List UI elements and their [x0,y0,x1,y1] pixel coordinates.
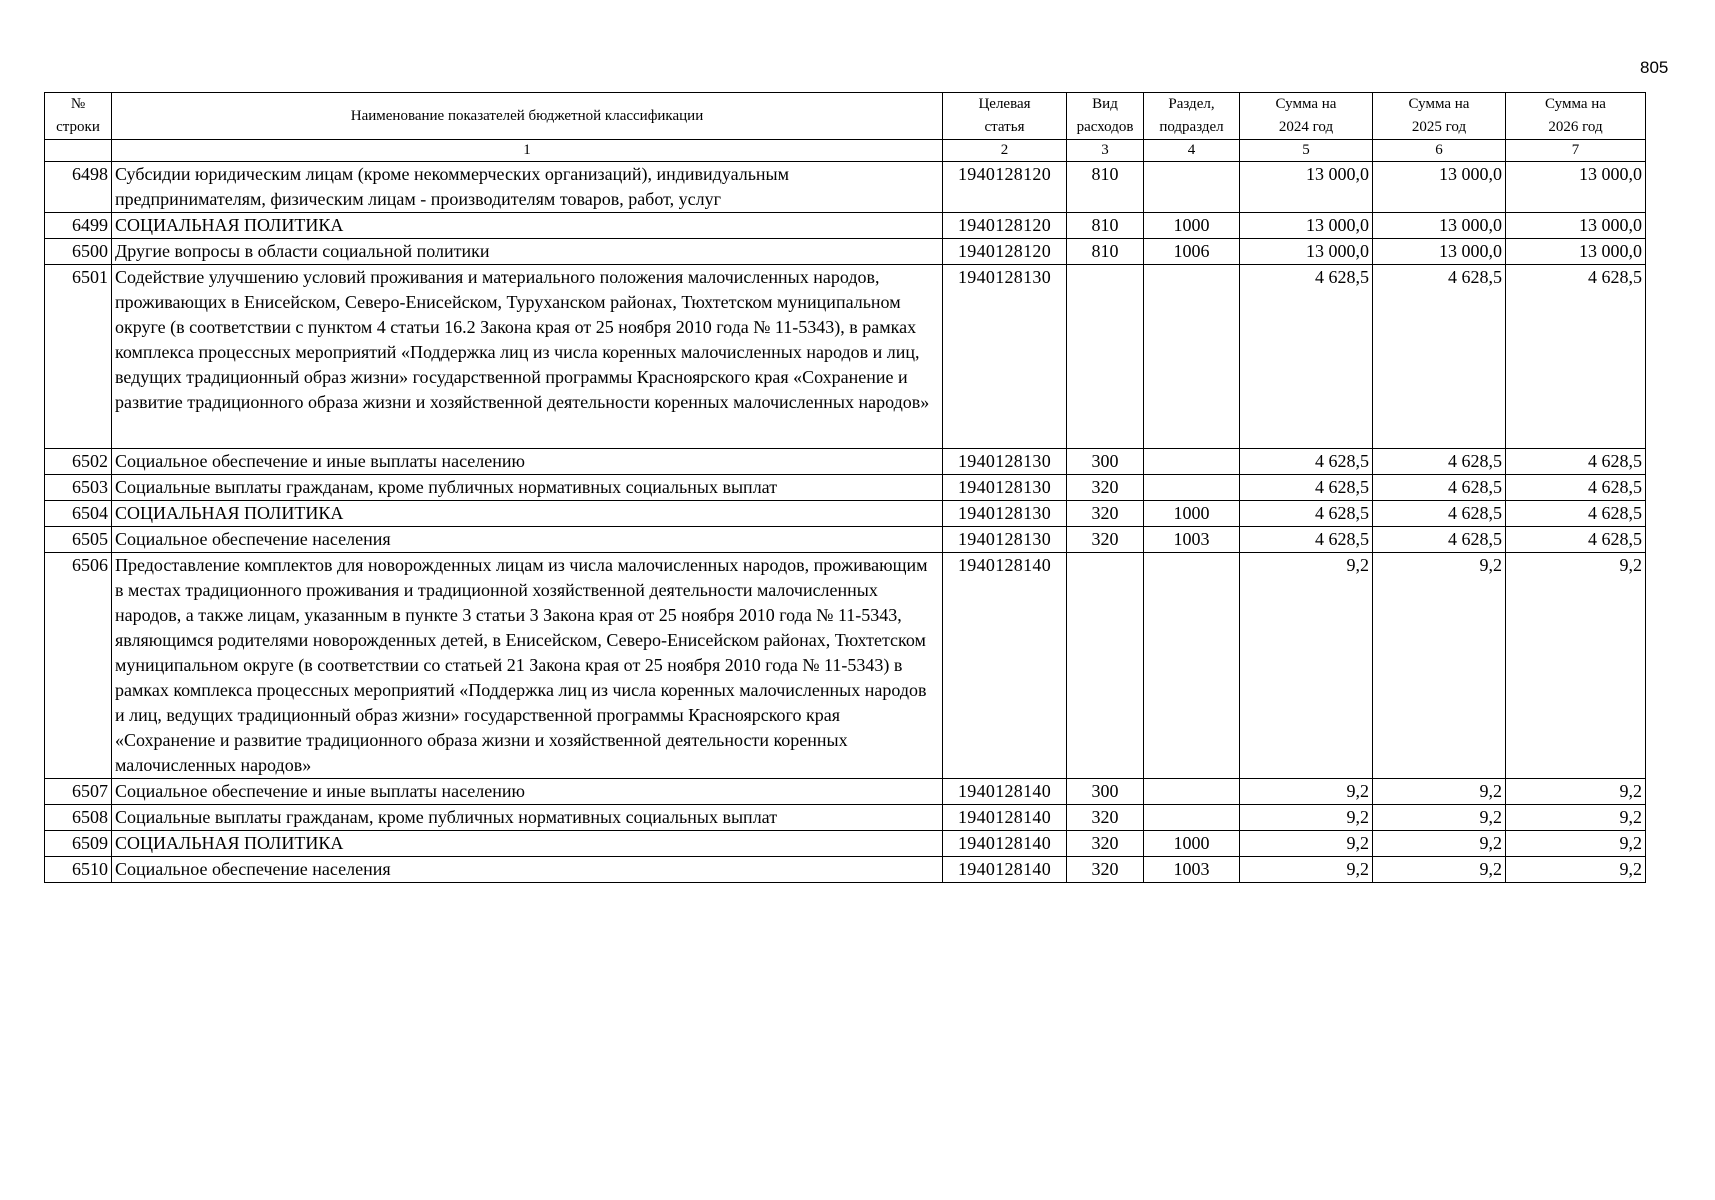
header-sum-2026: Сумма на 2026 год [1506,93,1646,140]
row-section [1144,162,1240,213]
column-number: 2 [943,140,1067,162]
header-name: Наименование показателей бюджетной классификации [112,93,943,140]
row-target-code: 1940128130 [943,501,1067,527]
row-sum-2024: 9,2 [1240,857,1373,883]
row-expense-type: 320 [1067,527,1144,553]
row-name: СОЦИАЛЬНАЯ ПОЛИТИКА [112,501,943,527]
row-section [1144,553,1240,779]
table-row [45,265,1646,449]
row-expense-type [1067,265,1144,449]
row-expense-type: 320 [1067,501,1144,527]
header-row [45,93,1646,140]
row-name: СОЦИАЛЬНАЯ ПОЛИТИКА [112,831,943,857]
header-sum-2025: Сумма на 2025 год [1373,93,1506,140]
row-name: Социальное обеспечение населения [112,527,943,553]
table-row [45,239,1646,265]
column-number [45,140,112,162]
table-row [45,449,1646,475]
row-target-code: 1940128120 [943,213,1067,239]
column-number: 4 [1144,140,1240,162]
row-expense-type: 320 [1067,475,1144,501]
row-number: 6510 [45,857,112,883]
row-expense-type: 810 [1067,213,1144,239]
column-number: 7 [1506,140,1646,162]
header-sum-2024: Сумма на 2024 год [1240,93,1373,140]
row-name: Социальное обеспечение и иные выплаты населению [112,449,943,475]
row-number: 6502 [45,449,112,475]
row-number: 6503 [45,475,112,501]
row-sum-2026: 4 628,5 [1506,475,1646,501]
page-number: 805 [1640,58,1669,77]
row-sum-2025: 13 000,0 [1373,239,1506,265]
row-sum-2026: 13 000,0 [1506,239,1646,265]
row-target-code: 1940128140 [943,805,1067,831]
row-section: 1006 [1144,239,1240,265]
row-target-code: 1940128140 [943,553,1067,779]
row-section [1144,475,1240,501]
row-sum-2026: 4 628,5 [1506,527,1646,553]
row-name: Субсидии юридическим лицам (кроме некоммерческих организаций), индивидуальным предпринимателям, физическим лицам - производителям товаров, работ, услуг [112,162,943,213]
row-expense-type: 300 [1067,449,1144,475]
row-sum-2025: 9,2 [1373,779,1506,805]
header-row-number: № строки [45,93,112,140]
column-number: 5 [1240,140,1373,162]
row-sum-2026: 4 628,5 [1506,265,1646,449]
row-section [1144,449,1240,475]
table-row [45,831,1646,857]
row-expense-type: 320 [1067,805,1144,831]
row-number: 6506 [45,553,112,779]
row-sum-2026: 9,2 [1506,831,1646,857]
row-sum-2024: 13 000,0 [1240,162,1373,213]
row-number: 6501 [45,265,112,449]
row-sum-2025: 4 628,5 [1373,501,1506,527]
column-number: 1 [112,140,943,162]
row-sum-2026: 4 628,5 [1506,449,1646,475]
row-name: СОЦИАЛЬНАЯ ПОЛИТИКА [112,213,943,239]
row-name: Содействие улучшению условий проживания и материального положения малочисленных народов, проживающих в Енисейском, Северо-Енисейском, Туруханском районах, Тюхтетском муниципальном округе (в соответствии с пунктом 4 статьи 16.2 Закона края от 25 ноября 2010 года № 11-5343), в рамках комплекса процессных мероприятий «Поддержка лиц из числа коренных малочисленных народов и лиц, ведущих традиционный образ жизни» государственной программы Красноярского края «Сохранение и развитие традиционного образа жизни и хозяйственной деятельности коренных малочисленных народов» [112,265,943,449]
row-sum-2025: 9,2 [1373,805,1506,831]
row-section: 1000 [1144,831,1240,857]
row-target-code: 1940128120 [943,239,1067,265]
row-expense-type: 810 [1067,162,1144,213]
table-row [45,805,1646,831]
row-sum-2024: 4 628,5 [1240,449,1373,475]
row-sum-2025: 9,2 [1373,857,1506,883]
row-section [1144,779,1240,805]
row-sum-2024: 9,2 [1240,805,1373,831]
row-sum-2026: 13 000,0 [1506,162,1646,213]
row-number: 6504 [45,501,112,527]
table-row [45,779,1646,805]
row-name: Предоставление комплектов для новорожденных лицам из числа малочисленных народов, проживающим в местах традиционного проживания и традиционной хозяйственной деятельности малочисленных народов, а также лицам, указанным в пункте 3 статьи 3 Закона края от 25 ноября 2010 года № 11-5343, являющимся родителями новорожденных детей, в Енисейском, Северо-Енисейском районах, Тюхтетском муниципальном округе (в соответствии со статьей 21 Закона края от 25 ноября 2010 года № 11-5343) в рамках комплекса процессных мероприятий «Поддержка лиц из числа коренных малочисленных народов и лиц, ведущих традиционный образ жизни» государственной программы Красноярского края «Сохранение и развитие традиционного образа жизни и хозяйственной деятельности коренных малочисленных народов» [112,553,943,779]
row-expense-type: 320 [1067,831,1144,857]
row-number: 6509 [45,831,112,857]
row-number: 6499 [45,213,112,239]
row-expense-type [1067,553,1144,779]
row-section: 1000 [1144,501,1240,527]
row-sum-2024: 9,2 [1240,779,1373,805]
row-sum-2025: 4 628,5 [1373,265,1506,449]
column-number-row [45,140,1646,162]
row-sum-2024: 4 628,5 [1240,501,1373,527]
row-section: 1003 [1144,527,1240,553]
row-name: Социальное обеспечение и иные выплаты населению [112,779,943,805]
row-target-code: 1940128140 [943,779,1067,805]
row-sum-2026: 13 000,0 [1506,213,1646,239]
row-number: 6500 [45,239,112,265]
row-target-code: 1940128130 [943,449,1067,475]
row-sum-2024: 13 000,0 [1240,239,1373,265]
row-sum-2025: 13 000,0 [1373,162,1506,213]
row-target-code: 1940128130 [943,527,1067,553]
table-row [45,501,1646,527]
row-sum-2026: 9,2 [1506,779,1646,805]
row-sum-2024: 9,2 [1240,831,1373,857]
row-sum-2025: 13 000,0 [1373,213,1506,239]
row-sum-2024: 4 628,5 [1240,475,1373,501]
table-row [45,857,1646,883]
budget-table [44,92,1646,883]
header-type: Вид расходов [1067,93,1144,140]
row-sum-2026: 4 628,5 [1506,501,1646,527]
row-expense-type: 300 [1067,779,1144,805]
table-row [45,527,1646,553]
row-number: 6505 [45,527,112,553]
row-number: 6498 [45,162,112,213]
row-section [1144,805,1240,831]
row-name: Социальные выплаты гражданам, кроме публичных нормативных социальных выплат [112,475,943,501]
row-target-code: 1940128140 [943,831,1067,857]
row-number: 6507 [45,779,112,805]
row-sum-2026: 9,2 [1506,553,1646,779]
row-target-code: 1940128140 [943,857,1067,883]
row-expense-type: 320 [1067,857,1144,883]
row-target-code: 1940128120 [943,162,1067,213]
row-sum-2024: 9,2 [1240,553,1373,779]
row-sum-2024: 4 628,5 [1240,527,1373,553]
row-target-code: 1940128130 [943,475,1067,501]
table-row [45,213,1646,239]
row-name: Другие вопросы в области социальной политики [112,239,943,265]
column-number: 6 [1373,140,1506,162]
row-section: 1000 [1144,213,1240,239]
row-sum-2025: 4 628,5 [1373,475,1506,501]
row-sum-2025: 9,2 [1373,831,1506,857]
row-sum-2024: 4 628,5 [1240,265,1373,449]
row-name: Социальные выплаты гражданам, кроме публичных нормативных социальных выплат [112,805,943,831]
column-number: 3 [1067,140,1144,162]
header-section: Раздел, подраздел [1144,93,1240,140]
table-row [45,475,1646,501]
row-sum-2025: 9,2 [1373,553,1506,779]
row-expense-type: 810 [1067,239,1144,265]
row-section [1144,265,1240,449]
table-row [45,162,1646,213]
table-row [45,553,1646,779]
row-target-code: 1940128130 [943,265,1067,449]
row-section: 1003 [1144,857,1240,883]
row-sum-2026: 9,2 [1506,805,1646,831]
row-number: 6508 [45,805,112,831]
row-sum-2025: 4 628,5 [1373,527,1506,553]
row-sum-2026: 9,2 [1506,857,1646,883]
header-target: Целевая статья [943,93,1067,140]
row-sum-2025: 4 628,5 [1373,449,1506,475]
row-sum-2024: 13 000,0 [1240,213,1373,239]
table-body [45,162,1646,883]
row-name: Социальное обеспечение населения [112,857,943,883]
